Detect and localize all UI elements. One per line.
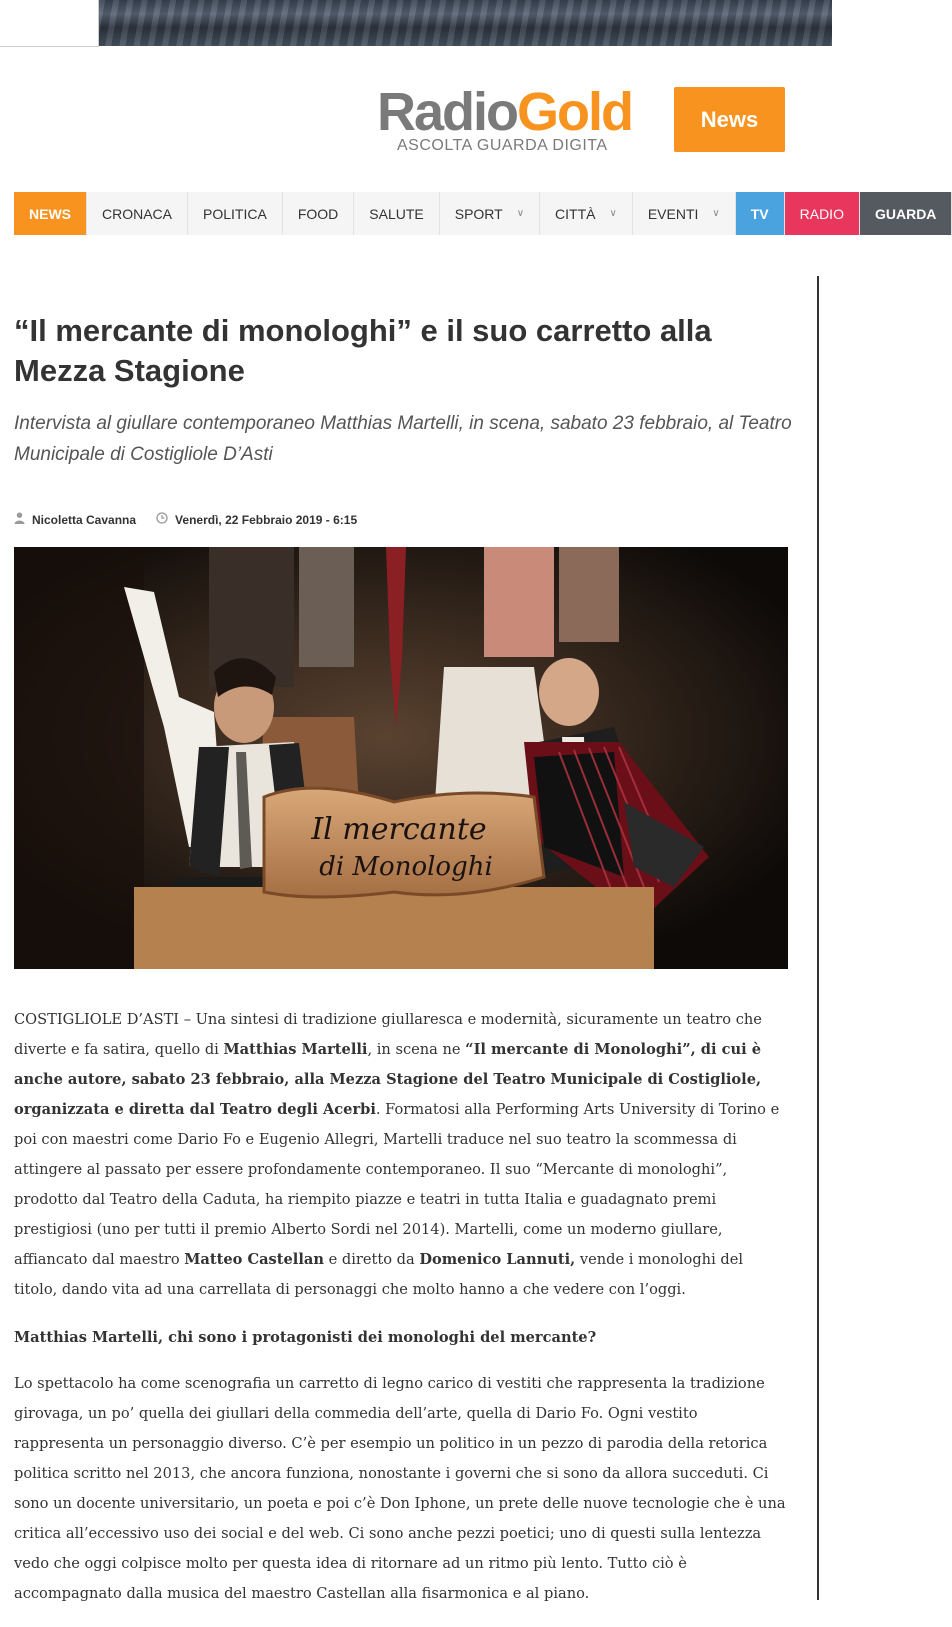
logo-gold-text: Gold [517,82,632,142]
nav-item-label: POLITICA [203,205,267,222]
bold-text: Matteo Castellan [184,1251,324,1268]
news-button[interactable]: News [674,87,785,152]
logo-wordmark [377,82,632,142]
paragraph-text: vende i monologhi del titolo, dando vita ad una carrellata di personaggi che molto hanno a che vedere con l’oggi. [14,1251,744,1298]
article-hero-image[interactable] [14,547,788,969]
interview-question: Matthias Martelli, chi sono i protagonisti dei monologhi del mercante? [14,1329,597,1346]
article-body [14,1005,790,1627]
paragraph-text: , in scena ne [367,1041,466,1058]
bold-text: Matthias Martelli [223,1041,368,1058]
nav-item-sport[interactable] [440,192,540,235]
banner-image[interactable] [99,0,832,46]
sidebar-divider [817,276,819,1600]
nav-item-tv[interactable] [736,192,785,235]
nav-item-citta[interactable] [540,192,633,235]
article-paragraph [14,1005,790,1305]
hero-photo-illustration [14,547,788,969]
nav-item-label: SALUTE [369,205,424,222]
nav-item-label: EVENTI [647,205,699,222]
article-subtitle: Intervista al giullare contemporaneo Matthias Martelli, in scena, sabato 23 febbraio, al Teatro Municipale di Costigliole D’Asti [14,413,792,465]
article-title: “Il mercante di monologhi” e il suo carretto alla Mezza Stagione [14,313,712,388]
nav-item-guarda[interactable] [860,192,952,235]
article-paragraph: Lo spettacolo ha come scenografia un carretto di legno carico di vestiti che rappresenta la tradizione girovaga, un po’ quella dei giullari della commedia dell’arte, quella di Dario Fo. Ogni vestito rappresenta un personaggio diverso. C’è per esempio un politico in un pezzo di parodia della retorica politica scritto nel 2013, che ancora funziona, nonostante i governi che si sono da allora succeduti. Ci sono un docente universitario, un poeta e poi c’è Don Iphone, un prete delle nuove tecnologie che è una critica all’eccessivo uso dei social e del web. Ci sono anche pezzi poetici; uno di questi sulla lentezza vedo che oggi colpisce molto per questa idea di ritornare ad un ritmo più lento. Tutto ciò è accompagnato dalla musica del maestro Castellan alla fisarmonica e al piano. [14,1375,786,1602]
nav-item-radio[interactable] [785,192,860,235]
nav-item-label: RADIO [799,205,844,222]
nav-item-label: TV [750,205,769,222]
nav-item-label: CITTÀ [555,205,596,222]
article-meta [14,512,357,527]
nav-item-label: SPORT [454,205,503,222]
nav-item-eventi[interactable] [633,192,736,235]
nav-item-salute[interactable] [354,192,439,235]
nav-item-label: FOOD [297,205,339,222]
hero-sign-line1: Il mercante [311,812,487,847]
nav-item-label: GUARDA [874,205,937,222]
banner-blank-area [0,0,99,47]
top-banner [0,0,832,47]
nav-item-label: NEWS [29,205,71,222]
user-icon [14,512,25,527]
bold-text: “Il mercante di Monologhi”, di cui è anche autore, sabato 23 febbraio, alla Mezza Stagione del Teatro Municipale di Costigliole, organizzata e diretta dal Teatro degli Acerbi [14,1041,762,1118]
nav-item-cronaca[interactable] [87,192,188,235]
chevron-down-icon: ∨ [516,208,525,219]
article-date: Venerdì, 22 Febbraio 2019 - 6:15 [175,512,358,527]
nav-item-food[interactable] [283,192,354,235]
bold-text: Domenico Lannuti, [419,1251,576,1268]
logo-tagline: ASCOLTA GUARDA DIGITA [397,137,608,154]
chevron-down-icon: ∨ [712,208,720,219]
paragraph-text: e diretto da [323,1251,420,1268]
radiogold-logo[interactable] [377,82,647,162]
main-nav [14,192,937,235]
nav-item-politica[interactable] [188,192,283,235]
nav-item-news[interactable] [14,192,87,235]
clock-icon [156,512,168,527]
paragraph-text: COSTIGLIOLE D’ASTI – Una sintesi di tradizione giullaresca e modernità, sicuramente un teatro che diverte e fa satira, quello di [14,1011,762,1058]
nav-item-label: CRONACA [102,205,173,222]
article-author[interactable]: Nicoletta Cavanna [32,512,137,527]
logo-radio-text: Radio [377,82,518,142]
paragraph-text: . Formatosi alla Performing Arts University di Torino e poi con maestri come Dario Fo e Eugenio Allegri, Martelli traduce nel suo teatro la scommessa di attingere al passato per essere profondamente contemporaneo. Il suo “Mercante di monologhi”, prodotto dal Teatro della Caduta, ha riempito piazze e teatri in tutta Italia e guadagnato premi prestigiosi (uno per tutti il premio Alberto Sordi nel 2014). Martelli, come un moderno giullare, affiancato dal maestro [14,1101,780,1268]
chevron-down-icon: ∨ [609,208,617,219]
hero-sign-line2: di Monologhi [319,852,493,882]
